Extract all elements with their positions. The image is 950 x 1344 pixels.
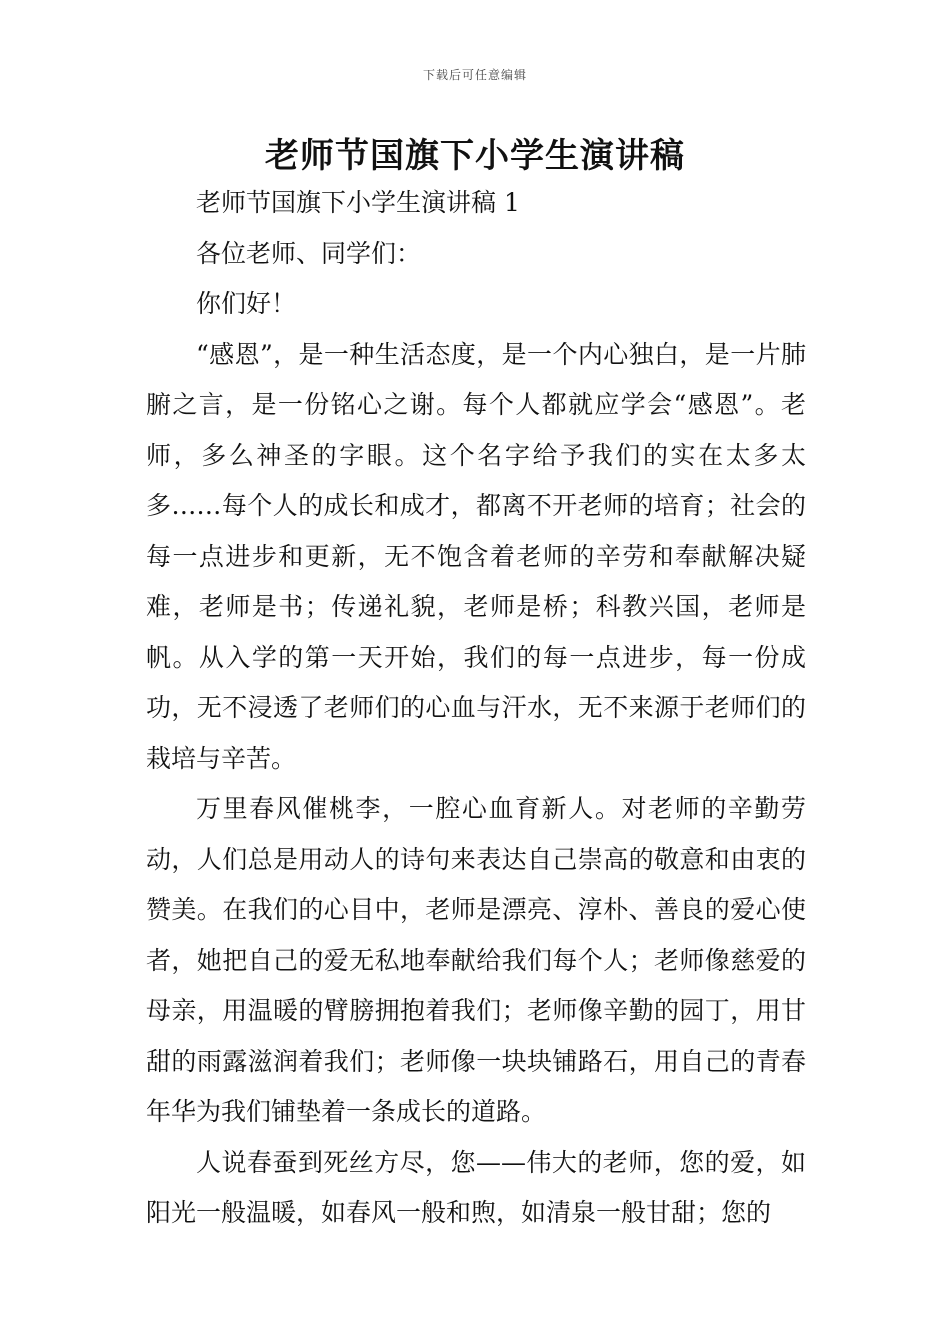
paragraph-greeting: 你们好！ <box>196 289 297 318</box>
document-title: 老师节国旗下小学生演讲稿 <box>265 136 685 176</box>
document-body <box>146 178 806 1239</box>
page-header-note: 下载后可任意编辑 <box>422 68 527 82</box>
paragraph-salutation: 各位老师、同学们： <box>196 238 422 268</box>
paragraph-body: “感恩”，是一种生活态度，是一个内心独白，是一片肺腑之言，是一份铭心之谢。每个人都就应学会“感恩”。老师，多么神圣的字眼。这个名字给予我们的实在太多太多……每个人的成长和成才，都离不开老师的培育；社会的每一点进步和更新，无不饱含着老师的辛劳和奉献解决疑难，老师是书；传递礼貌，老师是桥；科教兴国，老师是帆。从入学的第一天开始，我们的每一点进步，每一份成功，无不浸透了老师们的心血与汗水，无不来源于老师们的栽培与辛苦。 <box>146 339 806 773</box>
paragraph-body: 人说春蚕到死丝方尽，您——伟大的老师，您的爱，如阳光一般温暖，如春风一般和煦，如清泉一般甘甜；您的 <box>146 1147 806 1227</box>
paragraph-body: 万里春风催桃李，一腔心血育新人。对老师的辛勤劳动，人们总是用动人的诗句来表达自己崇高的敬意和由衷的赞美。在我们的心目中，老师是漂亮、淳朴、善良的爱心使者，她把自己的爱无私地奉献给我们每个人；老师像慈爱的母亲，用温暖的臂膀拥抱着我们；老师像辛勤的园丁，用甘甜的雨露滋润着我们；老师像一块块铺路石，用自己的青春年华为我们铺垫着一条成长的道路。 <box>146 794 806 1126</box>
paragraph-subtitle: 老师节国旗下小学生演讲稿 1 <box>196 188 520 217</box>
